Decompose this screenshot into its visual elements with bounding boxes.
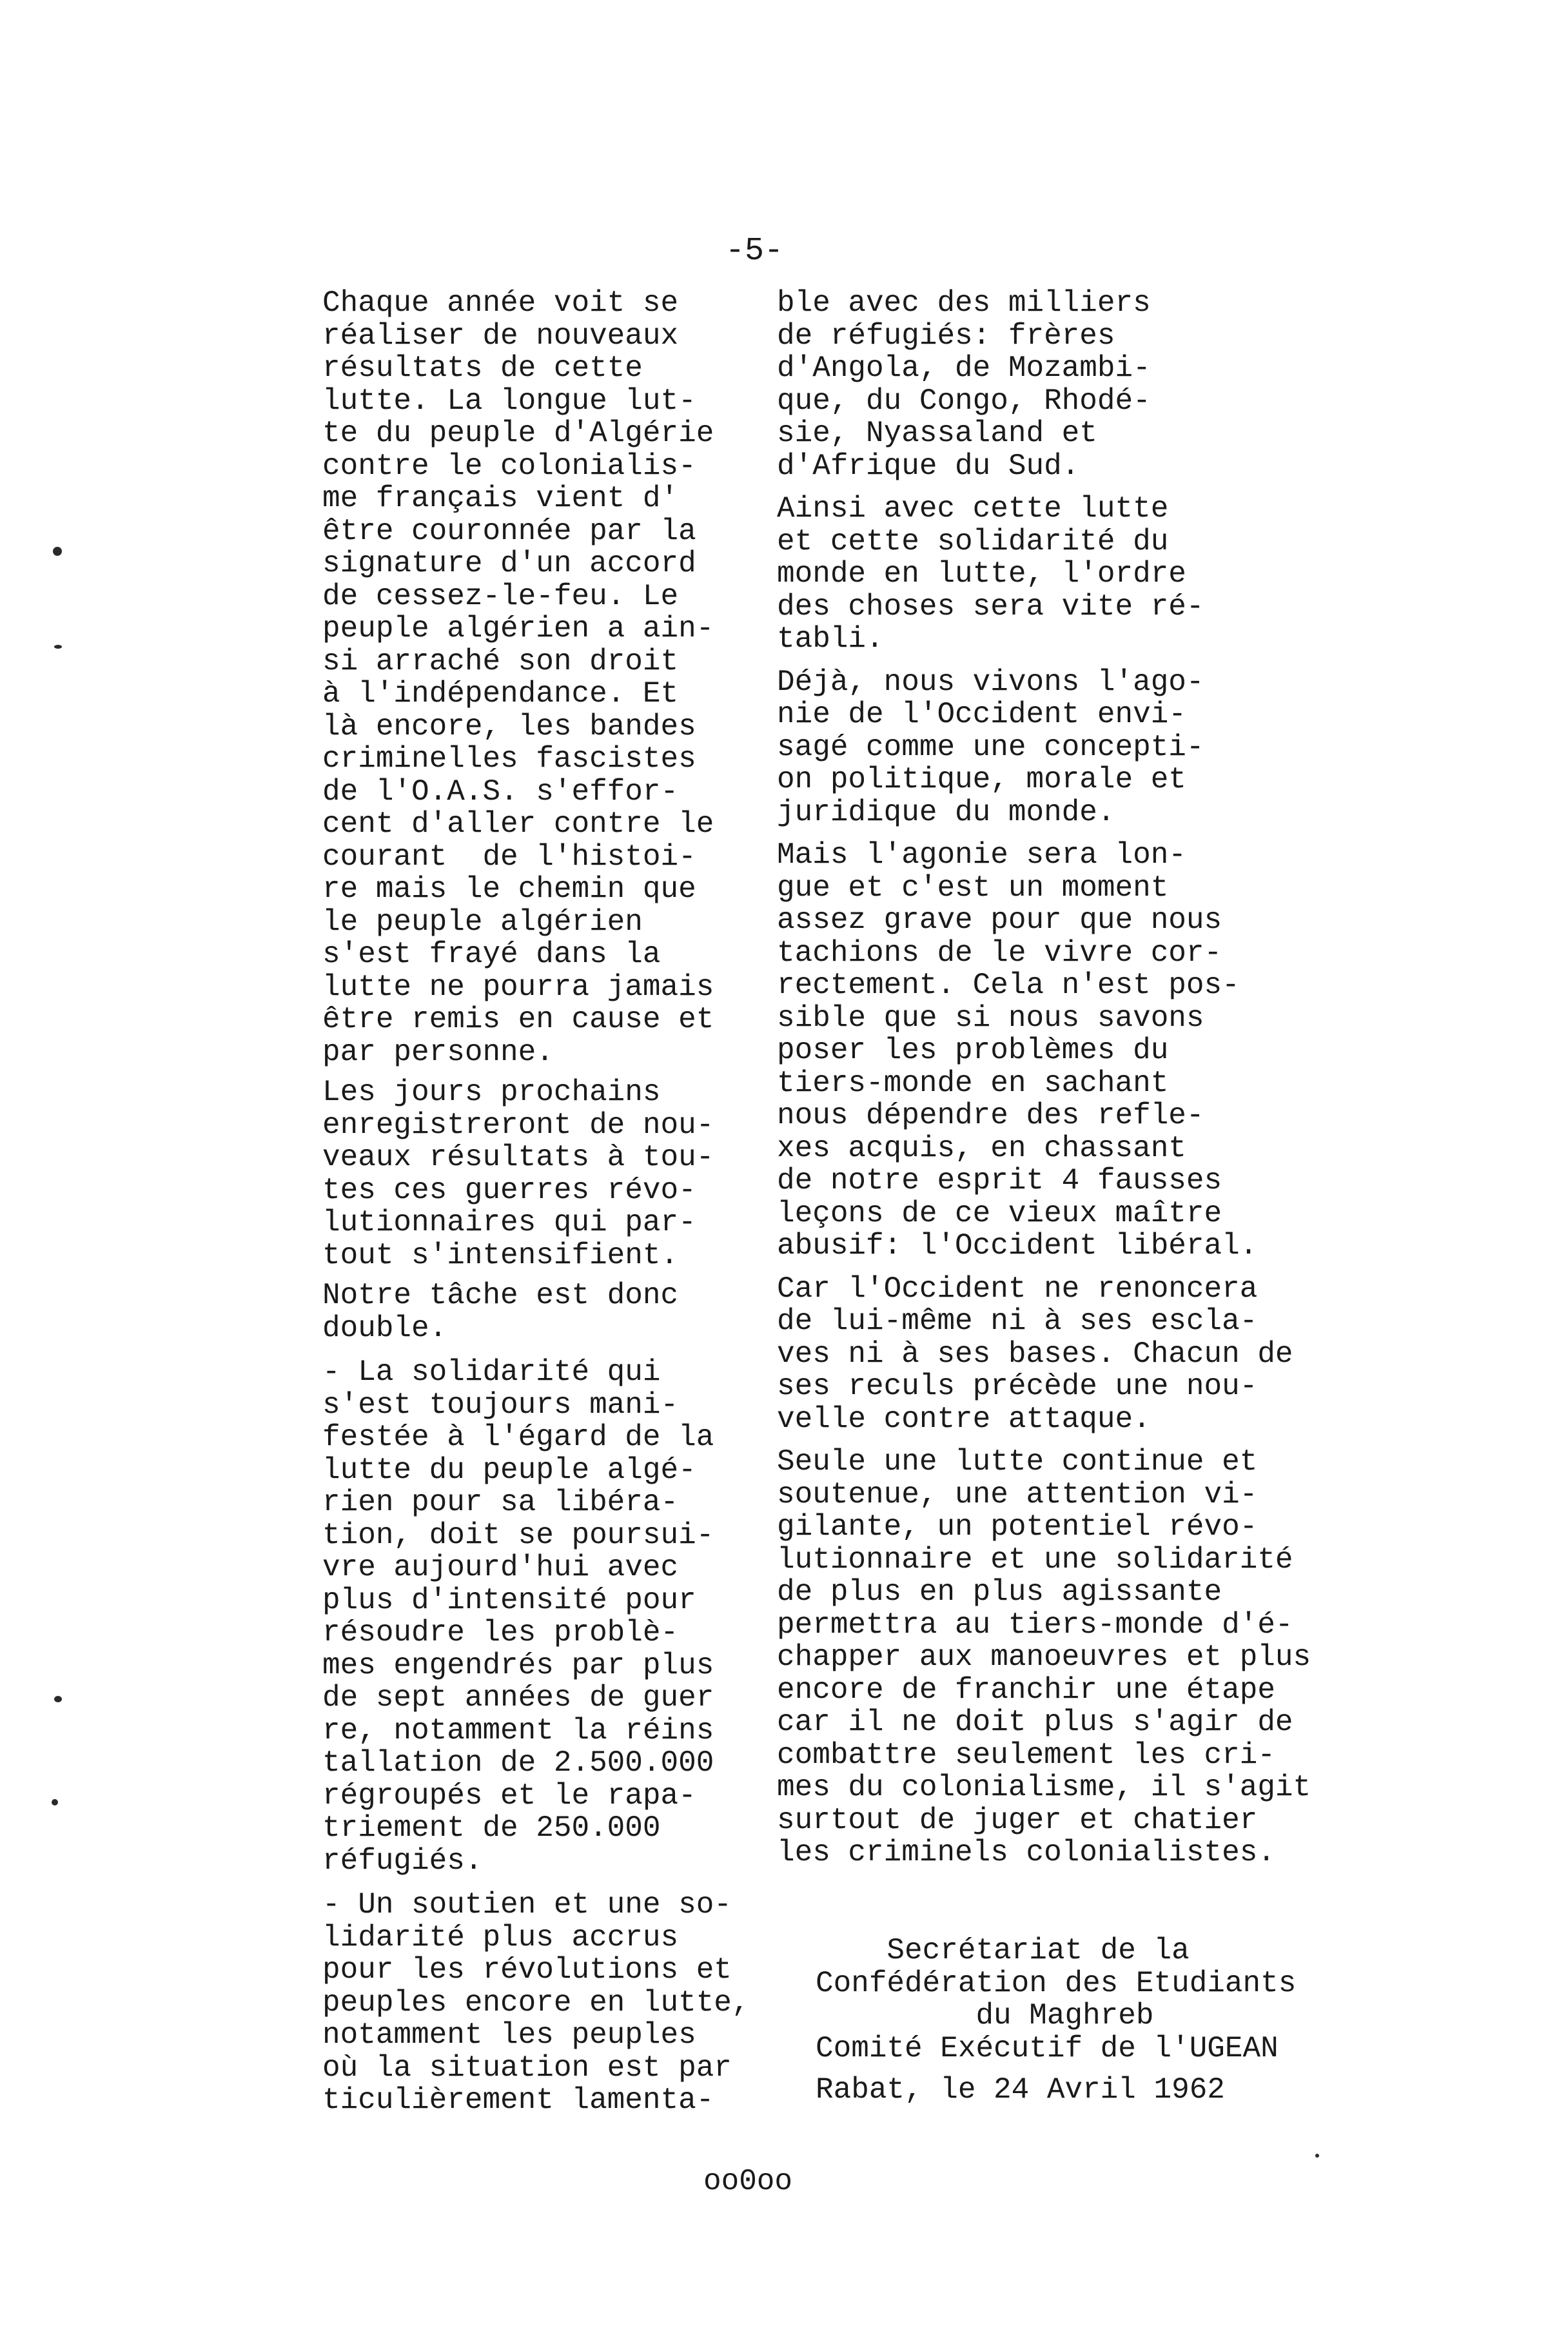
paragraph-long-agony: Mais l'agonie sera lon- gue et c'est un moment assez grave pour que nous tachions de le vivre cor- rectement. Cela n'est pos- sible que si nous savons poser les problèmes du tiers-monde en sachant nous dépendre des refle- xes acquis, en chassant de notre esprit 4 fausses leçons de ce vieux maître abusif: l'Occident libéral.	[777, 838, 1258, 1263]
signature-line-maghreb: du Maghreb	[816, 1999, 1154, 2032]
end-mark: oo0oo	[703, 2165, 793, 2198]
margin-speck	[54, 645, 62, 649]
page-number: -5-	[725, 233, 783, 270]
margin-speck	[53, 547, 62, 556]
paragraph-support-revolutions: - Un soutien et une so- lidarité plus accrus pour les révolutions et peuples encore en lutte, notamment les peuples où la situation est par ticulièrement lamenta-	[322, 1888, 750, 2117]
right-column	[777, 287, 1383, 1880]
margin-speck	[54, 1696, 62, 1702]
paragraph-order-restored: Ainsi avec cette lutte et cette solidarité du monde en lutte, l'ordre des choses sera vite ré- tabli.	[777, 492, 1204, 656]
paragraph-refugees: ble avec des milliers de réfugiés: frères d'Angola, de Mozambi- que, du Congo, Rhodé- sie, Nyassaland et d'Afrique du Sud.	[777, 286, 1151, 483]
paragraph-solidarity-algeria: - La solidarité qui s'est toujours mani- festée à l'égard de la lutte du peuple algé- rien pour sa libéra- tion, doit se poursui- vre aujourd'hui avec plus d'intensité pour résoudre les problè- mes engendrés par plus de sept années de guer re, notamment la réins tallation de 2.500.000 régroupés et le rapa- triement de 250.000 réfugiés.	[322, 1355, 714, 1878]
margin-speck	[52, 1799, 58, 1806]
paragraph-west-wont-renounce: Car l'Occident ne renoncera de lui-même ni à ses escla- ves ni à ses bases. Chacun de ses reculs précède une nou- velle contre attaque.	[777, 1272, 1293, 1436]
signature-line-secretariat: Secrétariat de la	[816, 1934, 1190, 1967]
paragraph-agony-of-west: Déjà, nous vivons l'ago- nie de l'Occident envi- sagé comme une concepti- on politique, morale et juridique du monde.	[777, 665, 1204, 829]
left-column	[322, 287, 787, 2125]
signature-block	[816, 1934, 1396, 2107]
signature-line-committee: Comité Exécutif de l'UGEAN	[816, 2031, 1279, 2065]
signature-date: Rabat, le 24 Avril 1962	[816, 2073, 1225, 2107]
signature-line-confederation: Confédération des Etudiants	[816, 1966, 1297, 2000]
margin-speck	[1315, 2154, 1319, 2158]
paragraph-annual-results: Chaque année voit se réaliser de nouveaux résultats de cette lutte. La longue lut- te du peuple d'Algérie contre le colonialis- me français vient d' être couronnée par la signature d'un accord de cessez-le-feu. Le peuple algérien a ain- si arraché son droit à l'indépendance. Et là encore, les bandes criminelles fascistes de l'O.A.S. s'effor- cent d'aller contre le courant de l'histoi- re mais le chemin que le peuple algérien s'est frayé dans la lutte ne pourra jamais être remis en cause et par personne.	[322, 286, 714, 1069]
paragraph-coming-days: Les jours prochains enregistreront de nou- veaux résultats à tou- tes ces guerres révo- lutionnaires qui par- tout s'intensifient.	[322, 1076, 714, 1272]
paragraph-continued-struggle: Seule une lutte continue et soutenue, une attention vi- gilante, un potentiel révo- lutionnaire et une solidarité de plus en plus agissante permettra au tiers-monde d'é- chapper aux manoeuvres et plus encore de franchir une étape car il ne doit plus s'agir de combattre seulement les cri- mes du colonialisme, il s'agit surtout de juger et chatier les criminels colonialistes.	[777, 1445, 1311, 1869]
paragraph-double-task: Notre tâche est donc double.	[322, 1279, 679, 1345]
